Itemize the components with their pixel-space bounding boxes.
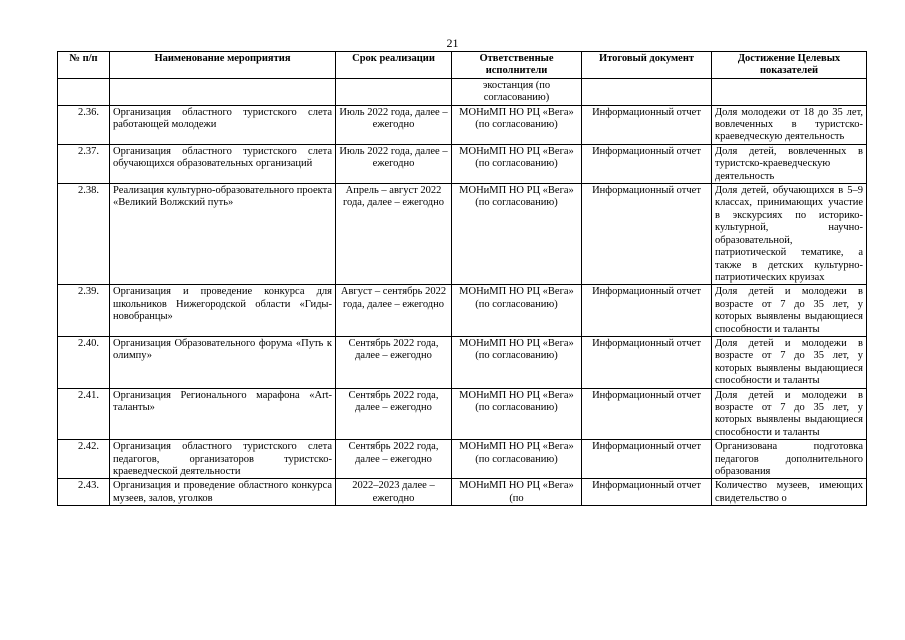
- header-target: Достижение Целевых показателей: [712, 52, 867, 79]
- header-document: Итоговый документ: [582, 52, 712, 79]
- row-number: 2.36.: [58, 105, 110, 144]
- row-number: 2.43.: [58, 479, 110, 506]
- event-responsible: МОНиМП НО РЦ «Вега» (по согласованию): [452, 285, 582, 337]
- continuation-document: [582, 78, 712, 105]
- event-document: Информационный отчет: [582, 336, 712, 388]
- header-num: № п/п: [58, 52, 110, 79]
- event-document: Информационный отчет: [582, 285, 712, 337]
- event-responsible: МОНиМП НО РЦ «Вега» (по согласованию): [452, 440, 582, 479]
- event-name: Организация и проведение областного конкурса музеев, залов, уголков: [110, 479, 336, 506]
- table-row: [58, 388, 867, 440]
- event-term: Сентябрь 2022 года, далее – ежегодно: [336, 440, 452, 479]
- event-document: Информационный отчет: [582, 144, 712, 183]
- table-row: [58, 285, 867, 337]
- event-name: Организация и проведение конкурса для школьников Нижегородской области «Гиды-новобранцы»: [110, 285, 336, 337]
- table-row: [58, 144, 867, 183]
- event-name: Организация областного туристского слета обучающихся образовательных организаций: [110, 144, 336, 183]
- event-target: Количество музеев, имеющих свидетельство о: [712, 479, 867, 506]
- event-document: Информационный отчет: [582, 184, 712, 285]
- event-term: Сентябрь 2022 года, далее – ежегодно: [336, 388, 452, 440]
- header-responsible: Ответственные исполнители: [452, 52, 582, 79]
- event-responsible: МОНиМП НО РЦ «Вега» (по согласованию): [452, 388, 582, 440]
- event-term: Апрель – август 2022 года, далее – ежегодно: [336, 184, 452, 285]
- table-row: [58, 184, 867, 285]
- event-responsible: МОНиМП НО РЦ «Вега» (по согласованию): [452, 144, 582, 183]
- event-target: Доля детей, обучающихся в 5–9 классах, принимающих участие в экскурсиях по историко-культурной, научно-образовательной, патриотической тематике, а также в детских культурно-патриотических круизах: [712, 184, 867, 285]
- event-target: Организована подготовка педагогов дополнительного образования: [712, 440, 867, 479]
- event-target: Доля детей и молодежи в возрасте от 7 до 35 лет, у которых выявлены выдающиеся способности и таланты: [712, 336, 867, 388]
- event-term: 2022–2023 далее – ежегодно: [336, 479, 452, 506]
- header-term: Срок реализации: [336, 52, 452, 79]
- header-name: Наименование мероприятия: [110, 52, 336, 79]
- page-number: 21: [446, 36, 459, 50]
- event-responsible: МОНиМП НО РЦ «Вега» (по согласованию): [452, 336, 582, 388]
- event-name: Организация Регионального марафона «Art-таланты»: [110, 388, 336, 440]
- event-document: Информационный отчет: [582, 105, 712, 144]
- event-term: Июль 2022 года, далее – ежегодно: [336, 144, 452, 183]
- event-responsible: МОНиМП НО РЦ «Вега» (по согласованию): [452, 105, 582, 144]
- table-header-row: [58, 52, 867, 79]
- event-target: Доля детей, вовлеченных в туристско-краеведческую деятельность: [712, 144, 867, 183]
- event-target: Доля детей и молодежи в возрасте от 7 до 35 лет, у которых выявлены выдающиеся способности и таланты: [712, 285, 867, 337]
- row-number: 2.39.: [58, 285, 110, 337]
- continuation-row: [58, 78, 867, 105]
- event-responsible: МОНиМП НО РЦ «Вега» (по: [452, 479, 582, 506]
- event-document: Информационный отчет: [582, 479, 712, 506]
- event-term: Сентябрь 2022 года, далее – ежегодно: [336, 336, 452, 388]
- event-document: Информационный отчет: [582, 388, 712, 440]
- event-responsible: МОНиМП НО РЦ «Вега» (по согласованию): [452, 184, 582, 285]
- continuation-responsible: экостанция (по согласованию): [452, 78, 582, 105]
- row-number: 2.37.: [58, 144, 110, 183]
- table-row: [58, 105, 867, 144]
- event-target: Доля детей и молодежи в возрасте от 7 до 35 лет, у которых выявлены выдающиеся способности и таланты: [712, 388, 867, 440]
- continuation-term: [336, 78, 452, 105]
- continuation-target: [712, 78, 867, 105]
- row-number: 2.42.: [58, 440, 110, 479]
- table-row: [58, 440, 867, 479]
- row-number: 2.38.: [58, 184, 110, 285]
- event-term: Август – сентябрь 2022 года, далее – ежегодно: [336, 285, 452, 337]
- table-row: [58, 336, 867, 388]
- event-target: Доля молодежи от 18 до 35 лет, вовлеченных в туристско-краеведческую деятельность: [712, 105, 867, 144]
- event-name: Организация областного туристского слета педагогов, организаторов туристско-краеведческой деятельности: [110, 440, 336, 479]
- row-number: 2.41.: [58, 388, 110, 440]
- row-number: 2.40.: [58, 336, 110, 388]
- event-name: Организация Образовательного форума «Путь к олимпу»: [110, 336, 336, 388]
- event-term: Июль 2022 года, далее – ежегодно: [336, 105, 452, 144]
- table-row: [58, 479, 867, 506]
- event-document: Информационный отчет: [582, 440, 712, 479]
- continuation-name: [110, 78, 336, 105]
- event-name: Реализация культурно-образовательного проекта «Великий Волжский путь»: [110, 184, 336, 285]
- event-name: Организация областного туристского слета работающей молодежи: [110, 105, 336, 144]
- events-table: [57, 51, 867, 506]
- continuation-num: [58, 78, 110, 105]
